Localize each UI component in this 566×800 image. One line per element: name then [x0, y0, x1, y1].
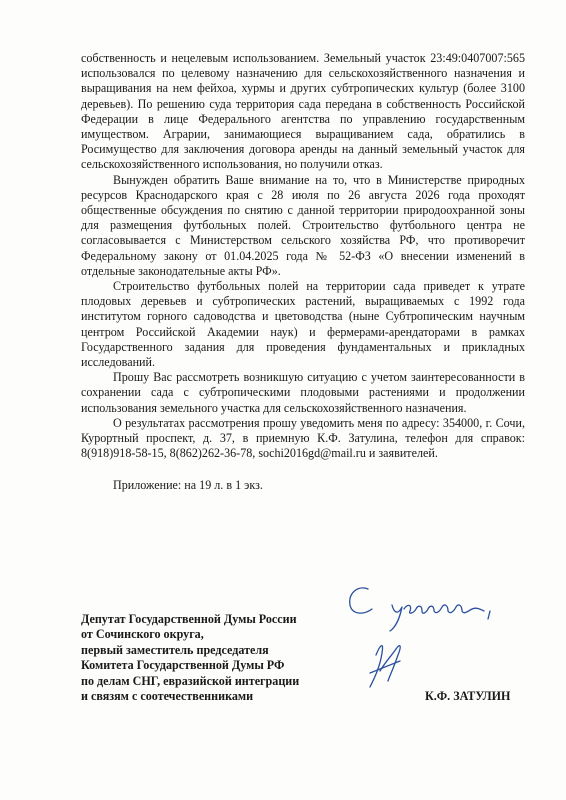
signatory-title-line: Комитета Государственной Думы РФ [81, 658, 285, 673]
signatory-title-line: Депутат Государственной Думы России [81, 612, 297, 626]
paragraph-continuation: собственность и нецелевым использованием. Земельный участок 23:49:0407007:565 использовался по целевому назначению для сельскохозяйственного назначения и выращивания на нем фейхоа, хурмы и других субтропических культур (более 3100 деревьев). По решению суда территория сада передана в собственность Российской Федерации в лице Федерального агентства по управлению государственным имуществом. Аграрии, занимающиеся выращиванием сада, обратились в Росимущество для заключения договора аренды на данный земельный участок для сельскохозяйственного использования, но получили отказ. [81, 51, 525, 172]
signatory-title-line: и связям с соотечественниками [81, 689, 254, 704]
annex-note: Приложение: на 19 л. в 1 экз. [113, 478, 263, 493]
signatory-title-line: первый заместитель председателя [81, 642, 269, 657]
letter-body [81, 51, 525, 494]
signatory-name: К.Ф. ЗАТУЛИН [425, 689, 511, 703]
paragraph-consequences: Строительство футбольных полей на территории сада приведет к утрате плодовых деревьев и субтропических растений, выращиваемых с 1992 года институтом горного садоводства и цветоводства (ныне Субтропическим научным центром Российской Академии наук) и фермерами-арендаторами в рамках Государственного задания для проведения фундаментальных и прикладных исследований. [81, 279, 525, 370]
paragraph-public-hearings: Вынужден обратить Ваше внимание на то, что в Министерстве природных ресурсов Краснодарского края с 28 июля по 26 августа 2026 года проходят общественные обсуждения по снятию с данной территории природоохранной зоны для размещения футбольных полей. Строительство футбольного центра не согласовывается с Министерством сельского хозяйства РФ, что противоречит Федеральному закону от 01.04.2025 года № 52-ФЗ «О внесении изменений в отдельные законодательные акты РФ». [81, 172, 525, 278]
paragraph-request: Прошу Вас рассмотреть возникшую ситуацию с учетом заинтересованности в сохранении сада с субтропическими плодовыми растениями и продолжении использования земельного участка для сельскохозяйственного назначения. [81, 370, 525, 415]
signatory-title-line: от Сочинского округа, [81, 627, 204, 642]
signatory-title [81, 612, 361, 704]
paragraph-contact: О результатах рассмотрения прошу уведомить меня по адресу: 354000, г. Сочи, Курортный проспект, д. 37, в приемную К.Ф. Затулина, телефон для справок: 8(918)918-58-15, 8(862)262-36-78, sochi2016gd@mail.ru и заявителей. [81, 415, 525, 461]
handwritten-signature [340, 575, 510, 695]
signatory-title-line: по делам СНГ, евразийской интеграции [81, 673, 300, 688]
